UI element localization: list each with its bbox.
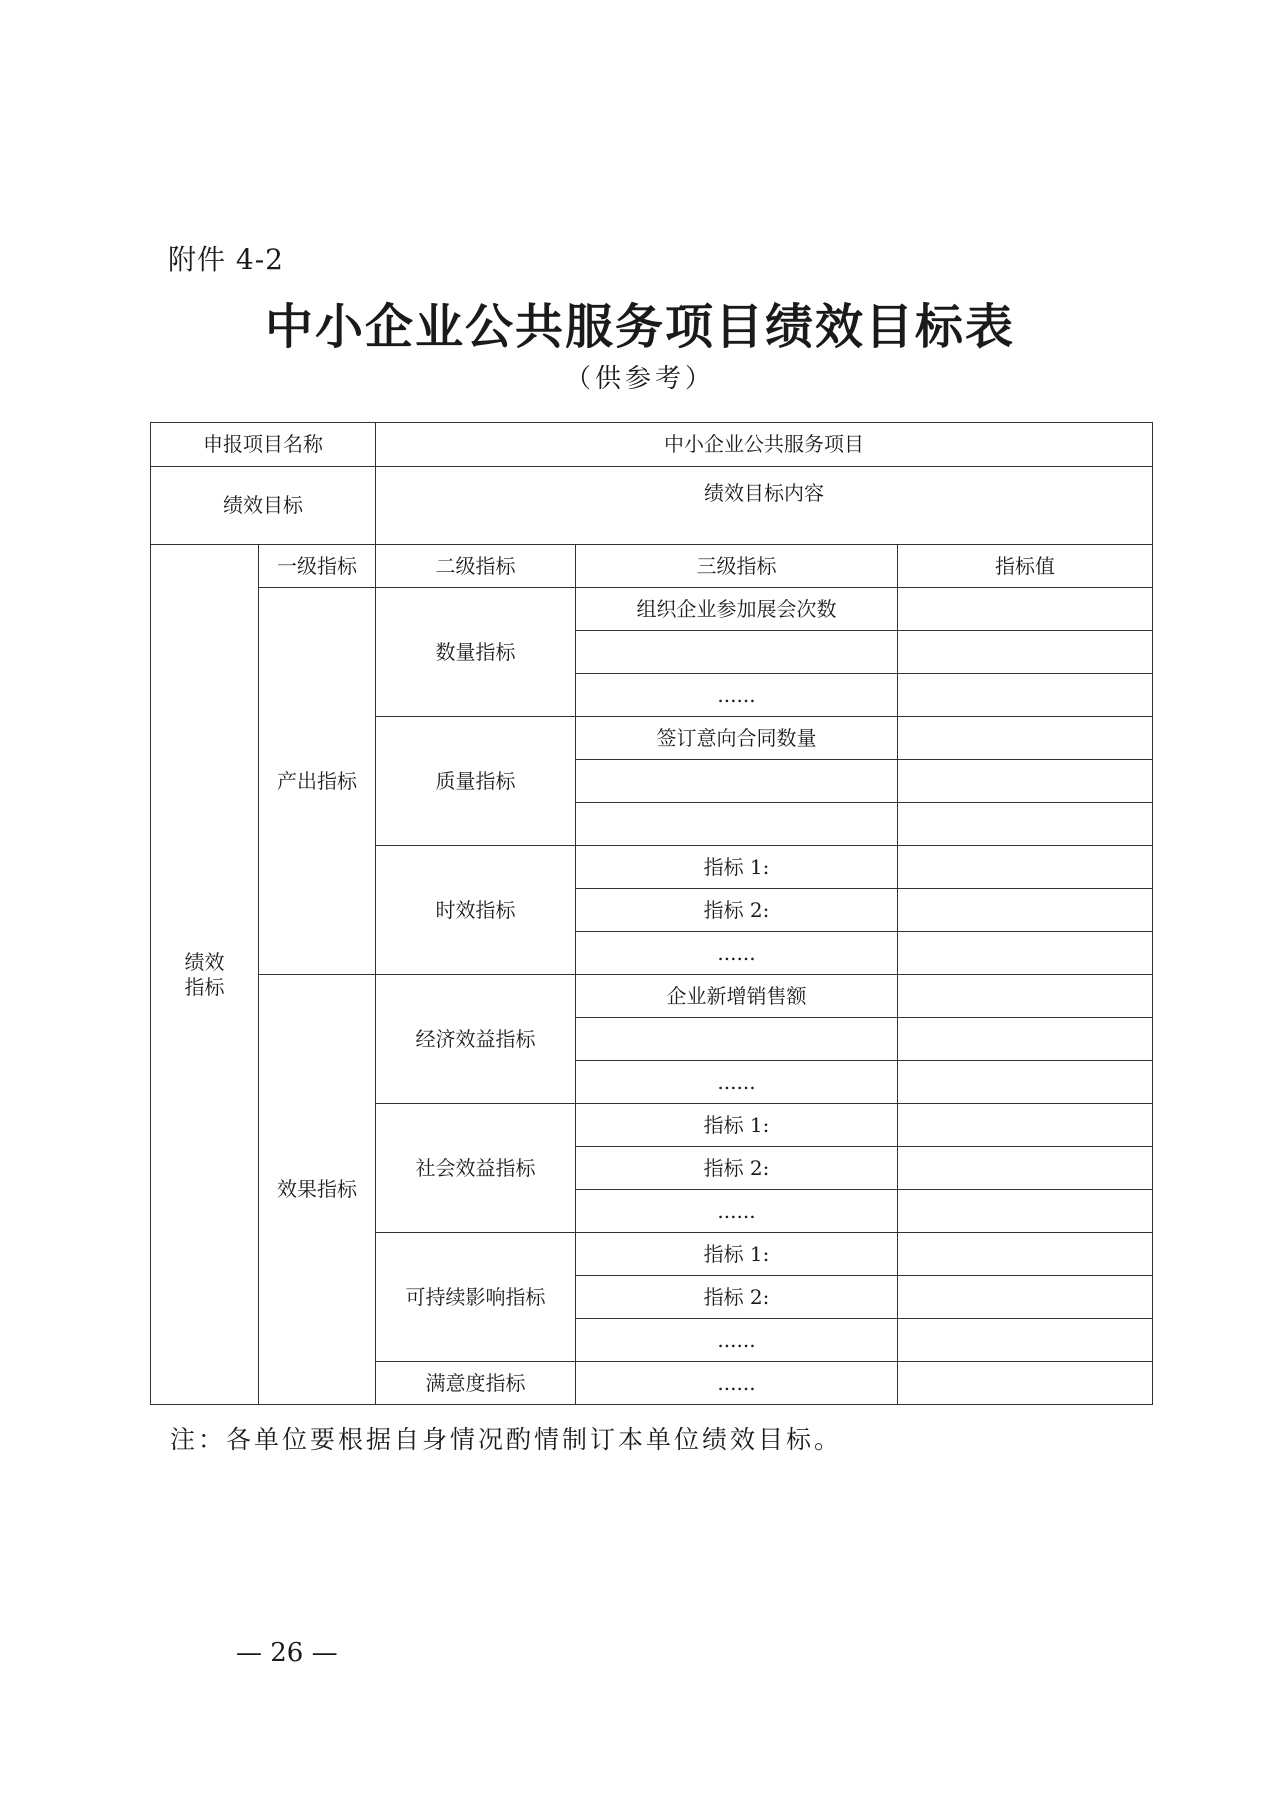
level3-cell: 企业新增销售额 <box>576 975 898 1018</box>
project-name-value: 中小企业公共服务项目 <box>376 423 1153 467</box>
page-subtitle: （供参考） <box>564 364 715 394</box>
level2-quantity: 数量指标 <box>376 588 576 717</box>
value-cell <box>898 1061 1153 1104</box>
performance-target-table <box>150 422 1153 1405</box>
level2-quality: 质量指标 <box>376 717 576 846</box>
value-cell <box>898 803 1153 846</box>
value-cell <box>898 1190 1153 1233</box>
page-title: 中小企业公共服务项目绩效目标表 <box>264 299 1015 355</box>
level3-cell <box>576 1018 898 1061</box>
level2-social: 社会效益指标 <box>376 1104 576 1233</box>
level1-output: 产出指标 <box>259 588 376 975</box>
value-cell <box>898 846 1153 889</box>
level2-timeliness: 时效指标 <box>376 846 576 975</box>
level3-cell: 签订意向合同数量 <box>576 717 898 760</box>
level3-cell: 指标 2: <box>576 889 898 932</box>
table-header-row <box>151 545 1153 588</box>
value-cell <box>898 760 1153 803</box>
value-cell <box>898 1104 1153 1147</box>
level3-cell <box>576 803 898 846</box>
goal-value: 绩效目标内容 <box>376 467 1153 545</box>
value-cell <box>898 588 1153 631</box>
indicators-label-line2: 指标 <box>184 974 225 999</box>
level3-cell: 指标 1: <box>576 846 898 889</box>
value-cell <box>898 1233 1153 1276</box>
level2-satisfaction: 满意度指标 <box>376 1362 576 1405</box>
level3-cell: ...... <box>576 932 898 975</box>
indicators-label <box>151 545 259 1405</box>
level3-cell: 指标 2: <box>576 1276 898 1319</box>
level3-cell: 组织企业参加展会次数 <box>576 588 898 631</box>
level2-economic: 经济效益指标 <box>376 975 576 1104</box>
page-number: — 26 — <box>236 1638 338 1668</box>
value-cell <box>898 1319 1153 1362</box>
level3-cell: 指标 2: <box>576 1147 898 1190</box>
annex-label: 附件 4-2 <box>168 243 284 276</box>
value-cell <box>898 1276 1153 1319</box>
level3-cell: ...... <box>576 1319 898 1362</box>
col-header-level2: 二级指标 <box>376 545 576 588</box>
value-cell <box>898 1018 1153 1061</box>
goal-label: 绩效目标 <box>151 467 376 545</box>
level1-effect: 效果指标 <box>259 975 376 1405</box>
value-cell <box>898 674 1153 717</box>
table-row <box>151 975 1153 1018</box>
value-cell <box>898 717 1153 760</box>
table-row <box>151 588 1153 631</box>
value-cell <box>898 932 1153 975</box>
value-cell <box>898 975 1153 1018</box>
col-header-level3: 三级指标 <box>576 545 898 588</box>
value-cell <box>898 1147 1153 1190</box>
footnote: 注：各单位要根据自身情况酌情制订本单位绩效目标。 <box>170 1425 843 1454</box>
level3-cell <box>576 760 898 803</box>
table-row <box>151 467 1153 545</box>
level3-cell: ...... <box>576 1362 898 1405</box>
level3-cell: ...... <box>576 1061 898 1104</box>
level3-cell: 指标 1: <box>576 1104 898 1147</box>
table-row <box>151 423 1153 467</box>
level2-sustainable: 可持续影响指标 <box>376 1233 576 1362</box>
value-cell <box>898 631 1153 674</box>
level3-cell: ...... <box>576 674 898 717</box>
col-header-value: 指标值 <box>898 545 1153 588</box>
level3-cell: ...... <box>576 1190 898 1233</box>
col-header-level1: 一级指标 <box>259 545 376 588</box>
level3-cell <box>576 631 898 674</box>
level3-cell: 指标 1: <box>576 1233 898 1276</box>
value-cell <box>898 1362 1153 1405</box>
value-cell <box>898 889 1153 932</box>
project-name-label: 申报项目名称 <box>151 423 376 467</box>
indicators-label-line1: 绩效 <box>184 949 225 974</box>
